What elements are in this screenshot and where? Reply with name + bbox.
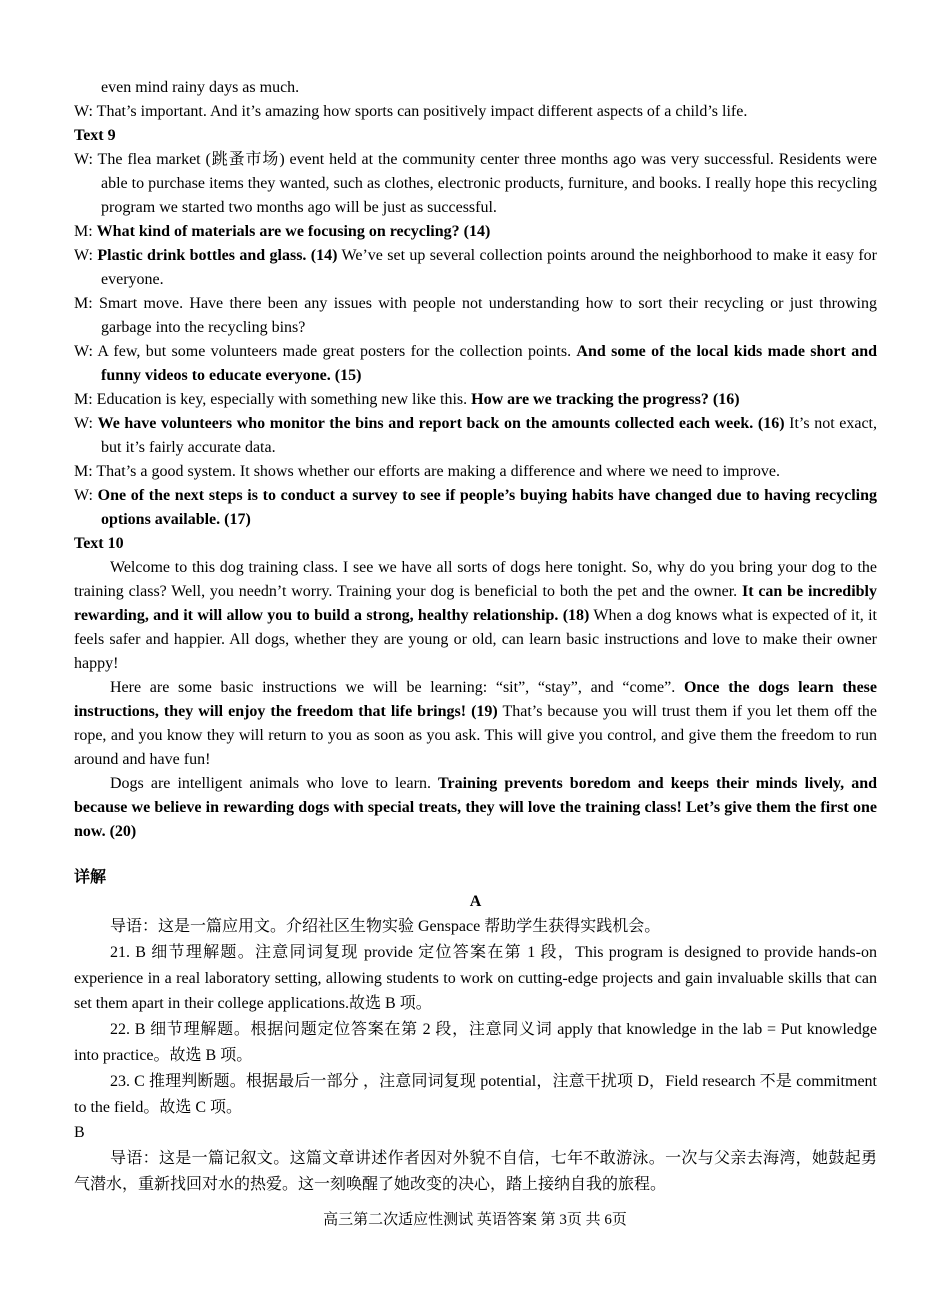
t9-paragraph-6 (74, 388, 877, 412)
t10-paragraph-3 (74, 772, 877, 844)
t9-paragraph-5 (74, 340, 877, 388)
answer-bold: What kind of materials are we focusing on recycling? (14) (96, 223, 491, 240)
t9-paragraph-3 (74, 244, 877, 292)
section-gap (74, 844, 877, 866)
paragraph-rest: We’ve set up several collection points around the neighborhood to make it easy for everyone. (101, 247, 878, 288)
paragraph-text: Dogs are intelligent animals who love to learn. (110, 775, 439, 792)
paragraph-rest: That’s because you will trust them if you let them off the rope, and you know they will return to you as soon as you ask. This will give you control, and give them the freedom to run around and have fun! (74, 703, 877, 768)
question-21-explanation: 21. B 细节理解题。注意同词复现 provide 定位答案在第 1 段，This program is designed to provide hands-on experience in a real laboratory setting, allowing students to work on cutting-edge projects and gain invaluable skills that can set them apart in their college applications.故选 B 项。 (74, 943, 877, 1013)
answer-bold: How are we tracking the progress? (16) (471, 391, 740, 408)
t9-paragraph-7 (74, 412, 877, 460)
answer-bold: It can be incredibly rewarding, and it will allow you to build a strong, healthy relationship. (18) (74, 583, 877, 624)
question-23-explanation: 23. C 推理判断题。根据最后一部分 ，注意同词复现 potential，注意干扰项 D，Field research 不是 commitment to the field。故选 C 项。 (74, 1072, 877, 1116)
section-b-heading: B (74, 1124, 85, 1142)
paragraph-text: M: Education is key, especially with something new like this. (74, 391, 472, 408)
paragraph-text: Here are some basic instructions we will be learning: “sit”, “stay”, and “come”. (110, 679, 684, 696)
paragraph-text: Welcome to this dog training class. I see we have all sorts of dogs here tonight. So, why do you bring your dog to the training class? Well, you needn’t worry. Training your dog is beneficial to both the pet and the owner. (74, 559, 877, 600)
speaker: W: (74, 247, 98, 264)
answer-bold: We have volunteers who monitor the bins and report back on the amounts collected each week. (16) (97, 415, 785, 432)
paragraph-text: W: A few, but some volunteers made great posters for the collection points. (74, 343, 577, 360)
answer-bold: One of the next steps is to conduct a survey to see if people’s buying habits have changed due to having recycling options available. (17) (97, 487, 877, 528)
explanation-heading: 详解 (74, 869, 107, 886)
answer-bold: Once the dogs learn these instructions, they will enjoy the freedom that life brings! (19) (74, 679, 878, 720)
text9-heading: Text 9 (74, 127, 116, 144)
speaker: W: (74, 487, 98, 504)
section-b-intro: 导语：这是一篇记叙文。这篇文章讲述作者因对外貌不自信，七年不敢游泳。一次与父亲去海湾，她鼓起勇气潜水，重新找回对水的热爱。这一刻唤醒了她改变的决心，踏上接纳自我的旅程。 (74, 1150, 877, 1193)
speaker: W: (74, 415, 98, 432)
page-footer: 高三第二次适应性测试 英语答案 第 3页 共 6页 (323, 1212, 627, 1228)
section-a-intro: 导语：这是一篇应用文。介绍社区生物实验 Genspace 帮助学生获得实践机会。 (110, 918, 661, 935)
paragraph-rest: When a dog knows what is expected of it, it feels safer and happier. All dogs, whether they are young or old, can learn basic instructions and love to make their owner happy! (74, 607, 878, 672)
t10-paragraph-2 (74, 676, 877, 772)
text10-heading: Text 10 (74, 535, 124, 552)
t10-paragraph-1 (74, 556, 877, 676)
answer-bold: Training prevents boredom and keeps their minds lively, and because we believe in rewarding dogs with special treats, they will love the training class! Let’s give them the first one now. (20) (74, 775, 877, 840)
t9-paragraph-2 (74, 220, 877, 244)
t9-paragraph-9 (74, 484, 877, 532)
section-a-heading: A (469, 893, 482, 910)
answer-bold: Plastic drink bottles and glass. (14) (97, 247, 338, 264)
t9-paragraph-4: M: Smart move. Have there been any issues with people not understanding how to sort their recycling or just throwing garbage into the recycling bins? (74, 295, 877, 336)
answer-bold: And some of the local kids made short and funny videos to educate everyone. (15) (101, 343, 877, 384)
question-22-explanation: 22. B 细节理解题。根据问题定位答案在第 2 段，注意同义词 apply that knowledge in the lab = Put knowledge into practice。故选 B 项。 (74, 1021, 877, 1064)
paragraph-rest: It’s not exact, but it’s fairly accurate data. (101, 415, 878, 456)
dialogue-line-w: W: That’s important. And it’s amazing how sports can positively impact different aspects of a child’s life. (74, 103, 748, 120)
continued-line: even mind rainy days as much. (101, 79, 300, 96)
document-page (74, 76, 877, 1198)
t9-paragraph-8: M: That’s a good system. It shows whether our efforts are making a difference and where we need to improve. (74, 463, 781, 480)
speaker: M: (74, 223, 97, 240)
t9-paragraph-1: W: The flea market (跳蚤市场) event held at the community center three months ago was very successful. Residents were able to purchase items they wanted, such as clothes, electronic products, furniture, and books. I really hope this recycling program we started two months ago will be just as successful. (74, 151, 877, 216)
